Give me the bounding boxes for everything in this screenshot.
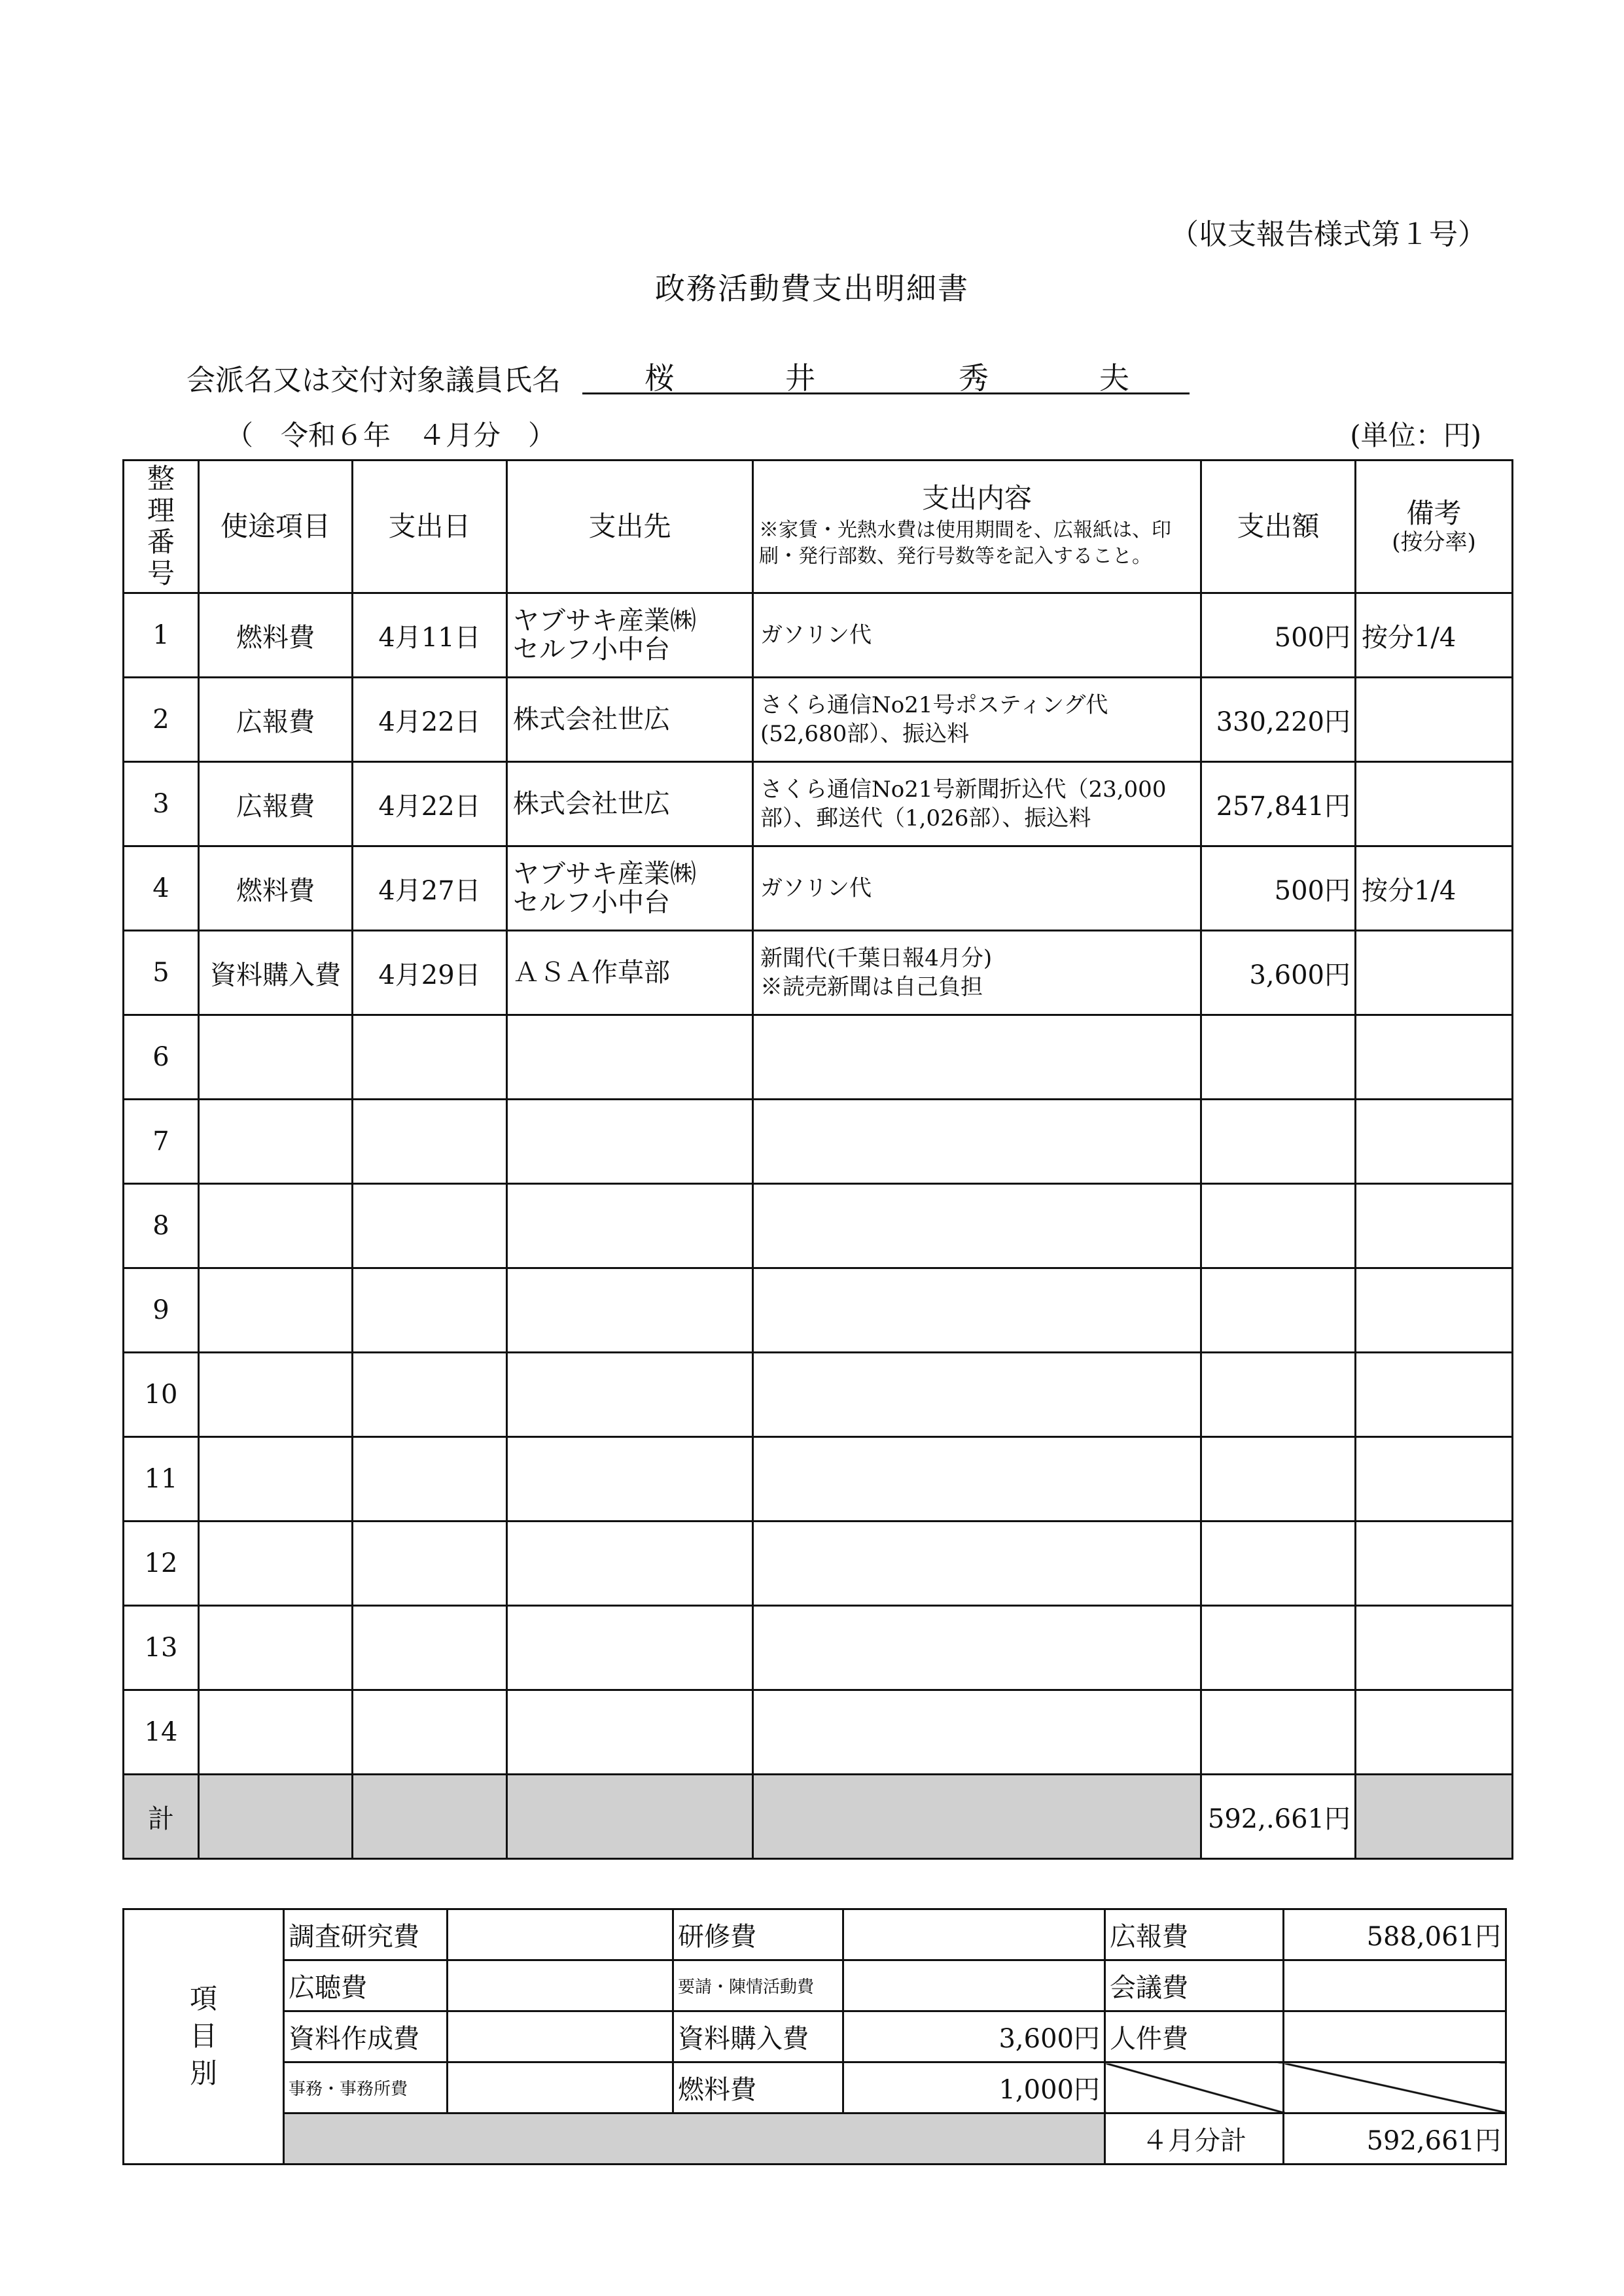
row-date: [353, 1100, 507, 1184]
row-date: 4月27日: [353, 846, 507, 931]
row-content: 新聞代(千葉日報4月分) ※読売新聞は自己負担: [753, 931, 1201, 1015]
row-amount: 500円: [1201, 593, 1356, 678]
summary-label-month-total: ４月分計: [1105, 2113, 1284, 2165]
expense-table: [122, 459, 1513, 1860]
row-date: 4月11日: [353, 593, 507, 678]
total-cell: [753, 1775, 1201, 1859]
summary-row: [124, 2011, 1506, 2062]
table-row: [124, 1522, 1513, 1606]
table-row: [124, 1437, 1513, 1522]
summary-row: [124, 2113, 1506, 2165]
row-date: 4月22日: [353, 762, 507, 846]
summary-label-training: 研修費: [673, 1909, 843, 1960]
row-number: 11: [124, 1437, 199, 1522]
row-amount: [1201, 1015, 1356, 1100]
summary-category-label: 項 目 別: [124, 1909, 284, 2165]
row-amount: [1201, 1522, 1356, 1606]
row-date: [353, 1184, 507, 1268]
table-row: [124, 1353, 1513, 1437]
row-number: 12: [124, 1522, 199, 1606]
row-item: [199, 1606, 353, 1690]
row-payee: [507, 1184, 753, 1268]
summary-label-fuel: 燃料費: [673, 2062, 843, 2113]
member-label: 会派名又は交付対象議員氏名: [186, 364, 561, 397]
row-number: 8: [124, 1184, 199, 1268]
summary-label-meeting: 会議費: [1105, 1960, 1284, 2011]
row-payee: [507, 1015, 753, 1100]
summary-value-month-total: 592,661円: [1284, 2113, 1506, 2165]
row-amount: 3,600円: [1201, 931, 1356, 1015]
summary-shaded-cell: [284, 2113, 1105, 2165]
row-date: [353, 1015, 507, 1100]
summary-value-petition: [843, 1960, 1105, 2011]
row-remarks: [1356, 762, 1513, 846]
row-item: [199, 1437, 353, 1522]
summary-value-personnel: [1284, 2011, 1506, 2062]
unit-label: (単位：円): [1350, 419, 1481, 451]
row-amount: [1201, 1437, 1356, 1522]
table-row: [124, 678, 1513, 762]
summary-label-material-purchase: 資料購入費: [673, 2011, 843, 2062]
summary-value-material-purchase: 3,600円: [843, 2011, 1105, 2062]
row-number: 10: [124, 1353, 199, 1437]
header-content-title: 支出内容: [921, 482, 1032, 515]
row-date: [353, 1606, 507, 1690]
summary-label-material-creation: 資料作成費: [284, 2011, 448, 2062]
header-item: 使途項目: [199, 461, 353, 593]
row-item: 燃料費: [199, 593, 353, 678]
row-item: [199, 1015, 353, 1100]
row-amount: 500円: [1201, 846, 1356, 931]
table-row: [124, 593, 1513, 678]
row-remarks: [1356, 1690, 1513, 1775]
summary-label-personnel: 人件費: [1105, 2011, 1284, 2062]
row-content: ガソリン代: [753, 846, 1201, 931]
header-content-note: ※家賃・光熱水費は使用期間を、広報紙は、印刷・発行部数、発行号数等を記入すること。: [759, 518, 1171, 568]
header-remarks-title: 備考: [1406, 497, 1462, 530]
row-content: [753, 1268, 1201, 1353]
total-amount: 592,.661円: [1201, 1775, 1356, 1859]
row-content: [753, 1184, 1201, 1268]
row-content: [753, 1437, 1201, 1522]
header-date: 支出日: [353, 461, 507, 593]
table-row: [124, 762, 1513, 846]
total-cell: [353, 1775, 507, 1859]
summary-label-office: 事務・事務所費: [284, 2062, 448, 2113]
summary-value-office: [448, 2062, 673, 2113]
member-name-char: 井: [785, 360, 815, 396]
member-name-char: 夫: [1099, 360, 1129, 396]
row-payee: ヤブサキ産業㈱ セルフ小中台: [507, 593, 753, 678]
row-item: 広報費: [199, 678, 353, 762]
row-amount: 257,841円: [1201, 762, 1356, 846]
row-payee: ＡＳＡ作草部: [507, 931, 753, 1015]
summary-label-hearing: 広聴費: [284, 1960, 448, 2011]
total-cell: [1356, 1775, 1513, 1859]
table-row: [124, 1184, 1513, 1268]
row-amount: [1201, 1184, 1356, 1268]
member-name: [582, 353, 1190, 394]
table-row: [124, 1100, 1513, 1184]
row-remarks: [1356, 678, 1513, 762]
row-number: 5: [124, 931, 199, 1015]
row-remarks: [1356, 1268, 1513, 1353]
row-item: [199, 1522, 353, 1606]
row-remarks: [1356, 1353, 1513, 1437]
row-number: 2: [124, 678, 199, 762]
row-remarks: [1356, 1606, 1513, 1690]
summary-crossed-cell: [1284, 2062, 1506, 2113]
summary-value-publicity: 588,061円: [1284, 1909, 1506, 1960]
member-name-char: 秀: [959, 360, 989, 396]
table-row: [124, 1268, 1513, 1353]
row-amount: [1201, 1690, 1356, 1775]
row-number: 1: [124, 593, 199, 678]
row-item: 広報費: [199, 762, 353, 846]
row-remarks: [1356, 1015, 1513, 1100]
summary-value-hearing: [448, 1960, 673, 2011]
row-amount: [1201, 1606, 1356, 1690]
summary-label-research: 調査研究費: [284, 1909, 448, 1960]
row-date: [353, 1522, 507, 1606]
row-number: 13: [124, 1606, 199, 1690]
row-number: 6: [124, 1015, 199, 1100]
summary-value-meeting: [1284, 1960, 1506, 2011]
row-item: [199, 1353, 353, 1437]
summary-value-research: [448, 1909, 673, 1960]
total-row: [124, 1775, 1513, 1859]
row-payee: [507, 1522, 753, 1606]
row-payee: [507, 1353, 753, 1437]
summary-label-publicity: 広報費: [1105, 1909, 1284, 1960]
row-payee: 株式会社世広: [507, 762, 753, 846]
table-row: [124, 1015, 1513, 1100]
summary-value-material-creation: [448, 2011, 673, 2062]
total-label: 計: [124, 1775, 199, 1859]
row-content: [753, 1522, 1201, 1606]
row-date: [353, 1268, 507, 1353]
table-row: [124, 1606, 1513, 1690]
row-date: 4月22日: [353, 678, 507, 762]
row-content: [753, 1606, 1201, 1690]
row-content: さくら通信No21号新聞折込代（23,000部）、郵送代（1,026部）、振込料: [753, 762, 1201, 846]
table-row: [124, 1690, 1513, 1775]
document-title: 政務活動費支出明細書: [655, 271, 969, 306]
row-amount: [1201, 1353, 1356, 1437]
total-cell: [199, 1775, 353, 1859]
row-content: さくら通信No21号ポスティング代 (52,680部）、振込料: [753, 678, 1201, 762]
row-date: [353, 1353, 507, 1437]
row-payee: [507, 1100, 753, 1184]
row-number: 9: [124, 1268, 199, 1353]
row-remarks: [1356, 1184, 1513, 1268]
table-header-row: [124, 461, 1513, 593]
row-content: [753, 1015, 1201, 1100]
row-remarks: 按分1/4: [1356, 593, 1513, 678]
row-date: [353, 1437, 507, 1522]
row-remarks: 按分1/4: [1356, 846, 1513, 931]
table-body: [124, 593, 1513, 1775]
row-date: [353, 1690, 507, 1775]
header-payee: 支出先: [507, 461, 753, 593]
header-remarks-sub: (按分率): [1392, 529, 1476, 555]
row-payee: ヤブサキ産業㈱ セルフ小中台: [507, 846, 753, 931]
summary-value-training: [843, 1909, 1105, 1960]
row-remarks: [1356, 1437, 1513, 1522]
summary-row: [124, 2062, 1506, 2113]
header-remarks: [1356, 461, 1513, 593]
row-amount: [1201, 1268, 1356, 1353]
row-content: [753, 1100, 1201, 1184]
row-payee: [507, 1606, 753, 1690]
row-content: ガソリン代: [753, 593, 1201, 678]
row-amount: [1201, 1100, 1356, 1184]
row-amount: 330,220円: [1201, 678, 1356, 762]
row-item: 燃料費: [199, 846, 353, 931]
row-payee: [507, 1437, 753, 1522]
header-amount: 支出額: [1201, 461, 1356, 593]
row-item: [199, 1100, 353, 1184]
row-number: 14: [124, 1690, 199, 1775]
form-number: （収支報告様式第１号）: [1170, 218, 1487, 251]
summary-value-fuel: 1,000円: [843, 2062, 1105, 2113]
row-item: [199, 1184, 353, 1268]
summary-row: [124, 1909, 1506, 1960]
row-item: 資料購入費: [199, 931, 353, 1015]
row-item: [199, 1268, 353, 1353]
reporting-period: （ 令和６年 ４月分 ）: [226, 419, 556, 451]
row-remarks: [1356, 1100, 1513, 1184]
summary-row: [124, 1960, 1506, 2011]
table-row: [124, 846, 1513, 931]
row-content: [753, 1690, 1201, 1775]
row-number: 7: [124, 1100, 199, 1184]
summary-label-petition: 要請・陳情活動費: [673, 1960, 843, 2011]
row-payee: [507, 1690, 753, 1775]
header-content: [753, 461, 1201, 593]
row-number: 3: [124, 762, 199, 846]
row-remarks: [1356, 1522, 1513, 1606]
summary-crossed-cell: [1105, 2062, 1284, 2113]
total-cell: [507, 1775, 753, 1859]
row-number: 4: [124, 846, 199, 931]
table-row: [124, 931, 1513, 1015]
row-payee: [507, 1268, 753, 1353]
row-payee: 株式会社世広: [507, 678, 753, 762]
row-remarks: [1356, 931, 1513, 1015]
row-content: [753, 1353, 1201, 1437]
header-no: 整理番号: [124, 461, 199, 593]
summary-table: [122, 1908, 1507, 2165]
member-name-char: 桜: [644, 360, 675, 396]
row-date: 4月29日: [353, 931, 507, 1015]
row-item: [199, 1690, 353, 1775]
